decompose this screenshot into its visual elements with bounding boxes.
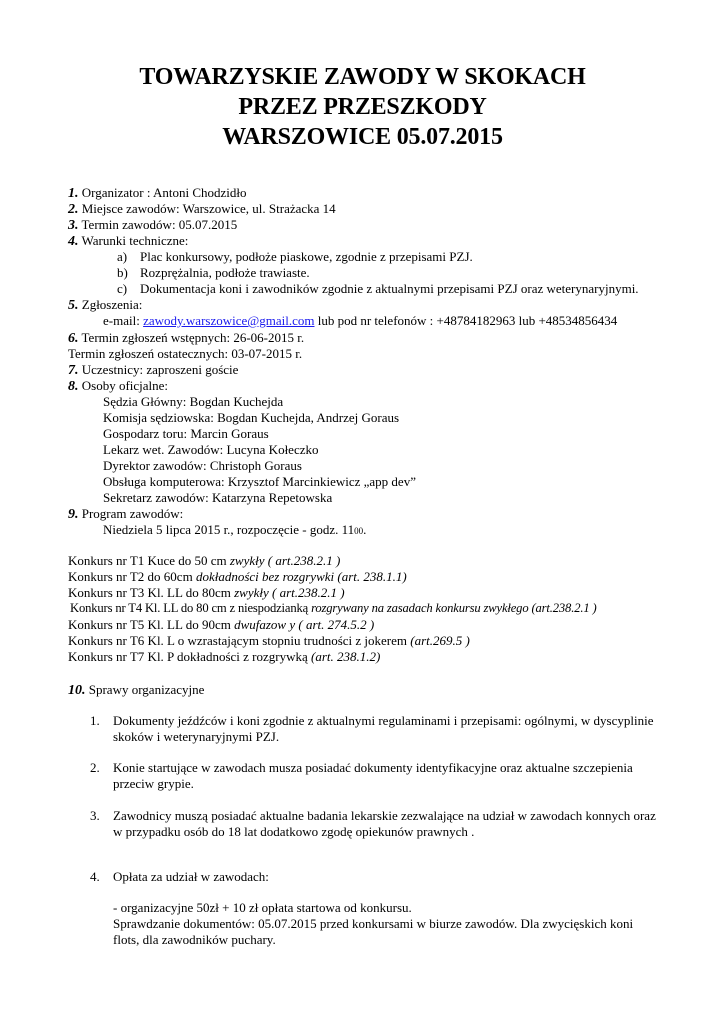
list-marker: c) <box>117 281 128 296</box>
section-number: 2. <box>68 202 79 217</box>
competition-rule: zwykły ( art.238.2.1 ) <box>229 553 341 568</box>
date-text: Termin zawodów: 05.07.2015 <box>81 217 238 232</box>
official-entry: Sekretarz zawodów: Katarzyna Repetowska <box>103 490 333 505</box>
section-7 <box>68 362 238 378</box>
official-entry: Gospodarz toru: Marcin Goraus <box>103 426 269 441</box>
competition-item <box>68 617 374 632</box>
section-4 <box>68 233 188 249</box>
competition-rule: zwykły ( art.238.2.1 ) <box>234 585 345 600</box>
section-number: 7. <box>68 363 79 378</box>
program-heading: Program zawodów: <box>81 506 184 521</box>
list-marker: 2. <box>90 760 100 775</box>
list-item-line: w przypadku osób do 18 lat dodatkowo zgodę opiekunów prawnych . <box>113 824 475 839</box>
competition-name: Konkurs nr T7 Kl. P dokładności z rozgrywką <box>68 649 311 664</box>
competition-rule: dokładności bez rozgrywki (art. 238.1.1) <box>195 569 407 584</box>
section-10 <box>68 682 204 698</box>
document-title <box>0 62 725 152</box>
section-number: 10. <box>68 683 86 698</box>
preliminary-deadline: Termin zgłoszeń wstępnych: 26-06-2015 r. <box>81 330 305 345</box>
registration-heading: Zgłoszenia: <box>81 297 143 312</box>
organizational-heading: Sprawy organizacyjne <box>88 682 205 697</box>
schedule-text: Niedziela 5 lipca 2015 r., rozpoczęcie - godz. 11 <box>103 522 355 537</box>
docs-line: Sprawdzanie dokumentów: 05.07.2015 przed konkursami w biurze zawodów. Dla zwycięskich koni <box>113 916 634 931</box>
participants-text: Uczestnicy: zaproszeni goście <box>81 362 239 377</box>
competition-name: Konkurs nr T6 Kl. L o wzrastającym stopniu trudności z jokerem <box>68 633 411 648</box>
title-line-3: WARSZOWICE 05.07.2015 <box>222 124 503 150</box>
official-entry: Obsługa komputerowa: Krzysztof Marcinkiewicz „app dev” <box>103 474 416 489</box>
list-item-line: Dokumenty jeźdźców i koni zgodnie z aktualnymi regulaminami i przepisami: ogólnymi, w dyscyplinie <box>113 713 654 728</box>
section-2 <box>68 201 336 217</box>
email-label: e-mail: <box>103 313 140 328</box>
competition-rule: (art.269.5 ) <box>410 633 470 648</box>
section-number: 9. <box>68 507 79 522</box>
list-marker: b) <box>117 265 128 280</box>
section-8 <box>68 378 168 394</box>
list-item: Rozprężalnia, podłoże trawiaste. <box>140 265 310 280</box>
section-1 <box>68 185 247 201</box>
section-number: 3. <box>68 218 79 233</box>
list-marker: 4. <box>90 869 100 884</box>
fee-line: - organizacyjne 50zł + 10 zł opłata startowa od konkursu. <box>113 900 412 915</box>
section-5 <box>68 297 142 313</box>
title-line-2: PRZEZ PRZESZKODY <box>238 94 487 120</box>
contact-line <box>103 313 617 328</box>
competition-name: Konkurs nr T1 Kuce do 50 cm <box>68 553 230 568</box>
schedule-minutes: 00 <box>354 526 364 536</box>
list-item-line: Opłata za udział w zawodach: <box>113 869 269 884</box>
section-3 <box>68 217 237 233</box>
email-link[interactable]: zawody.warszowice@gmail.com <box>143 313 315 328</box>
officials-heading: Osoby oficjalne: <box>81 378 169 393</box>
competition-name: Konkurs nr T5 Kl. LL do 90cm <box>68 617 235 632</box>
section-number: 6. <box>68 331 79 346</box>
list-item: Plac konkursowy, podłoże piaskowe, zgodnie z przepisami PZJ. <box>140 249 473 264</box>
schedule-end: . <box>363 522 367 537</box>
official-entry: Lekarz wet. Zawodów: Lucyna Kołeczko <box>103 442 319 457</box>
competition-item <box>68 633 470 648</box>
docs-line: flots, dla zawodników puchary. <box>113 932 276 947</box>
official-entry: Komisja sędziowska: Bogdan Kuchejda, Andrzej Goraus <box>103 410 400 425</box>
section-9 <box>68 506 183 522</box>
competition-item <box>68 569 407 584</box>
section-6 <box>68 330 304 346</box>
phone-text: lub pod nr telefonów : +48784182963 lub +48534856434 <box>317 313 618 328</box>
competition-name: Konkurs nr T3 Kl. LL do 80cm <box>68 585 235 600</box>
competition-rule: dwufazow y ( art. 274.5.2 ) <box>234 617 375 632</box>
list-marker: 3. <box>90 808 100 823</box>
organizer-text: Organizator : Antoni Chodzidło <box>81 185 247 200</box>
section-number: 8. <box>68 379 79 394</box>
technical-conditions-heading: Warunki techniczne: <box>81 233 189 248</box>
competition-item <box>70 601 597 616</box>
list-item-line: skoków i weterynaryjnymi PZJ. <box>113 729 280 744</box>
section-number: 4. <box>68 234 79 249</box>
competition-name: Konkurs nr T2 do 60cm <box>68 569 196 584</box>
competition-rule: (art. 238.1.2) <box>311 649 381 664</box>
official-entry: Dyrektor zawodów: Christoph Goraus <box>103 458 302 473</box>
section-number: 5. <box>68 298 79 313</box>
final-deadline: Termin zgłoszeń ostatecznych: 03-07-2015 r. <box>68 346 303 361</box>
competition-item <box>68 553 340 568</box>
section-number: 1. <box>68 186 79 201</box>
title-line-1: TOWARZYSKIE ZAWODY W SKOKACH <box>139 64 586 90</box>
list-marker: 1. <box>90 713 100 728</box>
list-item: Dokumentacja koni i zawodników zgodnie z aktualnymi przepisami PZJ oraz weterynaryjnymi. <box>140 281 639 296</box>
venue-text: Miejsce zawodów: Warszowice, ul. Strażacka 14 <box>81 201 336 216</box>
list-marker: a) <box>117 249 128 264</box>
schedule-line <box>103 522 366 539</box>
competition-rule: rozgrywany na zasadach konkursu zwykłego (art.238.2.1 ) <box>311 601 597 615</box>
list-item-line: przeciw grypie. <box>113 776 194 791</box>
competition-name: Konkurs nr T4 Kl. LL do 80 cm z niespodzianką <box>70 601 312 615</box>
list-item-line: Zawodnicy muszą posiadać aktualne badania lekarskie zezwalające na udział w zawodach konnych oraz <box>113 808 656 823</box>
official-entry: Sędzia Główny: Bogdan Kuchejda <box>103 394 284 409</box>
list-item-line: Konie startujące w zawodach musza posiadać dokumenty identyfikacyjne oraz aktualne szczepienia <box>113 760 633 775</box>
competition-item <box>68 649 380 664</box>
competition-item <box>68 585 345 600</box>
